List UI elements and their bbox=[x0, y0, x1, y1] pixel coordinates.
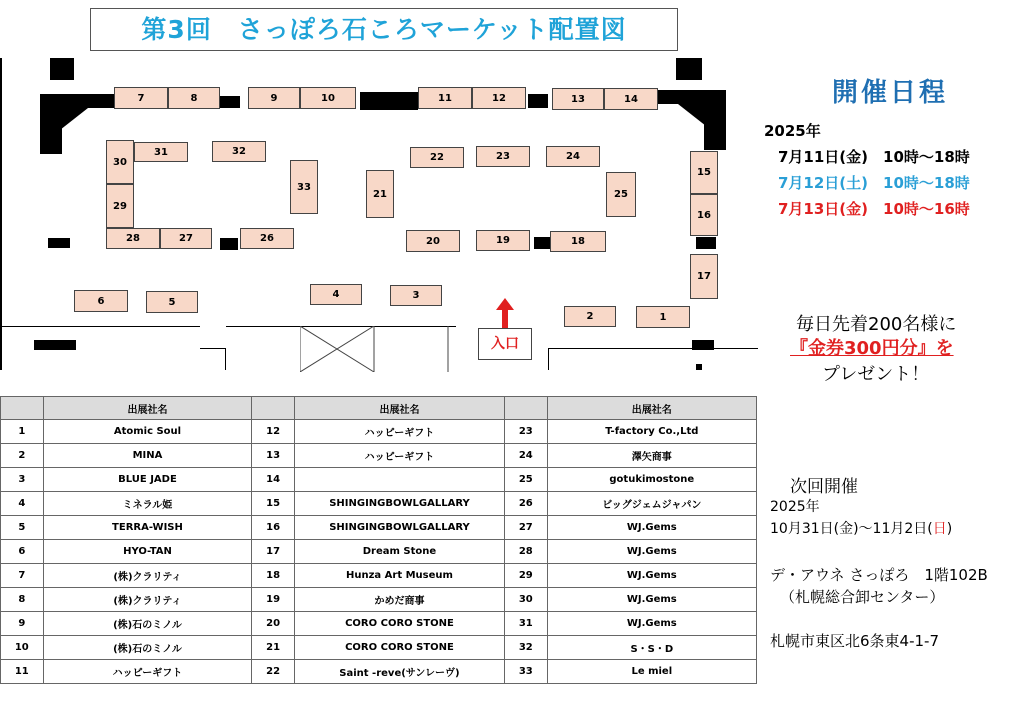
promo-line: 毎日先着200名様に bbox=[796, 314, 957, 335]
schedule-day: 7月12日(土) 10時～18時 bbox=[778, 174, 970, 192]
booth-2: 2 bbox=[564, 306, 616, 327]
exhibitor-name-cell: SHINGINGBOWLGALLARY bbox=[294, 516, 504, 540]
exhibitor-name-cell: ハッピーギフト bbox=[43, 660, 252, 684]
booth-14: 14 bbox=[604, 88, 658, 110]
pillar bbox=[534, 237, 550, 249]
pillar bbox=[360, 92, 418, 110]
corner-wall-right bbox=[678, 104, 706, 126]
exhibitor-name-cell: WJ.Gems bbox=[547, 612, 756, 636]
booth-29: 29 bbox=[106, 184, 134, 228]
booth-25: 25 bbox=[606, 172, 636, 217]
booth-number-cell: 8 bbox=[1, 588, 44, 612]
corner-wall-left bbox=[60, 108, 88, 130]
booth-number-cell: 10 bbox=[1, 636, 44, 660]
booth-18: 18 bbox=[550, 231, 606, 252]
table-row bbox=[1, 492, 757, 516]
next-event-venue-sub: （札幌総合卸センター） bbox=[780, 588, 945, 606]
booth-number-cell: 27 bbox=[505, 516, 548, 540]
next-event-dates-sunday: 日 bbox=[932, 521, 947, 537]
booth-number-cell: 20 bbox=[252, 612, 295, 636]
booth-number-cell: 11 bbox=[1, 660, 44, 684]
wall-bottom bbox=[548, 348, 549, 370]
table-row bbox=[1, 636, 757, 660]
exhibitor-name-cell: Atomic Soul bbox=[43, 420, 252, 444]
pillar bbox=[50, 58, 74, 80]
booth-28: 28 bbox=[106, 228, 160, 249]
exhibitor-name-cell: SHINGINGBOWLGALLARY bbox=[294, 492, 504, 516]
booth-number-cell: 24 bbox=[505, 444, 548, 468]
booth-number-cell: 7 bbox=[1, 564, 44, 588]
booth-number-cell: 31 bbox=[505, 612, 548, 636]
table-header-name: 出展社名 bbox=[547, 397, 756, 420]
booth-4: 4 bbox=[310, 284, 362, 305]
entrance-arrow-icon bbox=[496, 298, 514, 328]
exhibitor-name-cell: かめだ商事 bbox=[294, 588, 504, 612]
table-header-row bbox=[1, 397, 757, 420]
booth-5: 5 bbox=[146, 291, 198, 313]
exhibitor-name-cell: HYO-TAN bbox=[43, 540, 252, 564]
exhibitor-name-cell: MINA bbox=[43, 444, 252, 468]
booth-13: 13 bbox=[552, 88, 604, 110]
booth-number-cell: 9 bbox=[1, 612, 44, 636]
wall-bottom bbox=[548, 348, 758, 349]
exhibitor-name-cell: ハッピーギフト bbox=[294, 420, 504, 444]
next-event-dates-end: ) bbox=[946, 521, 953, 537]
wall-bottom bbox=[200, 348, 226, 349]
booth-26: 26 bbox=[240, 228, 294, 249]
booth-17: 17 bbox=[690, 254, 718, 299]
booth-number-cell: 2 bbox=[1, 444, 44, 468]
booth-21: 21 bbox=[366, 170, 394, 218]
exhibitor-name-cell: WJ.Gems bbox=[547, 540, 756, 564]
table-row bbox=[1, 420, 757, 444]
next-event-dates bbox=[770, 518, 952, 538]
exhibitor-name-cell: CORO CORO STONE bbox=[294, 636, 504, 660]
next-event-dates-start: 10月31日(金)～11月2日( bbox=[770, 521, 933, 537]
wall-left bbox=[0, 58, 2, 370]
pillar bbox=[48, 238, 70, 248]
booth-12: 12 bbox=[472, 87, 526, 109]
exhibitor-name-cell: Hunza Art Museum bbox=[294, 564, 504, 588]
booth-31: 31 bbox=[134, 142, 188, 162]
next-event-year: 2025年 bbox=[770, 499, 820, 515]
exhibitor-name-cell: (株)クラリティ bbox=[43, 588, 252, 612]
exhibitor-name-cell: (株)クラリティ bbox=[43, 564, 252, 588]
pillar bbox=[696, 237, 716, 249]
exhibitor-name-cell: (株)石のミノル bbox=[43, 612, 252, 636]
exhibitor-name-cell: ハッピーギフト bbox=[294, 444, 504, 468]
booth-number-cell: 33 bbox=[505, 660, 548, 684]
exhibitor-name-cell: CORO CORO STONE bbox=[294, 612, 504, 636]
booth-27: 27 bbox=[160, 228, 212, 249]
booth-number-cell: 21 bbox=[252, 636, 295, 660]
next-event-venue: デ・アウネ さっぽろ 1階102B bbox=[770, 566, 988, 584]
schedule-day: 7月13日(金) 10時～16時 bbox=[778, 200, 970, 218]
table-header-name: 出展社名 bbox=[43, 397, 252, 420]
booth-16: 16 bbox=[690, 194, 718, 236]
next-event-heading: 次回開催 bbox=[790, 477, 858, 497]
exhibitor-name-cell: WJ.Gems bbox=[547, 564, 756, 588]
pillar bbox=[34, 340, 76, 350]
booth-number-cell: 5 bbox=[1, 516, 44, 540]
exhibitor-name-cell bbox=[294, 468, 504, 492]
booth-number-cell: 26 bbox=[505, 492, 548, 516]
table-row bbox=[1, 444, 757, 468]
booth-number-cell: 17 bbox=[252, 540, 295, 564]
wall-bottom bbox=[225, 348, 226, 370]
exhibitor-name-cell: WJ.Gems bbox=[547, 516, 756, 540]
next-event-address: 札幌市東区北6条東4-1-7 bbox=[770, 632, 939, 650]
promo-highlight: 『金券300円分』を bbox=[790, 338, 954, 359]
booth-23: 23 bbox=[476, 146, 530, 167]
schedule-heading: 開催日程 bbox=[832, 78, 949, 108]
entrance-label: 入口 bbox=[478, 328, 532, 360]
exhibitor-name-cell: BLUE JADE bbox=[43, 468, 252, 492]
page-title: 第3回 さっぽろ石ころマーケット配置図 bbox=[90, 8, 678, 51]
booth-3: 3 bbox=[390, 285, 442, 306]
booth-8: 8 bbox=[168, 87, 220, 109]
corner-wall-left bbox=[40, 94, 62, 154]
table-row bbox=[1, 516, 757, 540]
table-header-name: 出展社名 bbox=[294, 397, 504, 420]
table-row bbox=[1, 588, 757, 612]
schedule-day: 7月11日(金) 10時～18時 bbox=[778, 148, 970, 166]
booth-number-cell: 4 bbox=[1, 492, 44, 516]
booth-number-cell: 15 bbox=[252, 492, 295, 516]
booth-number-cell: 30 bbox=[505, 588, 548, 612]
wall-bottom bbox=[0, 326, 200, 327]
pillar bbox=[696, 364, 702, 370]
exhibitor-name-cell: ビッグジェムジャパン bbox=[547, 492, 756, 516]
booth-number-cell: 1 bbox=[1, 420, 44, 444]
booth-9: 9 bbox=[248, 87, 300, 109]
table-row bbox=[1, 564, 757, 588]
exhibitor-name-cell: gotukimostone bbox=[547, 468, 756, 492]
booth-number-cell: 22 bbox=[252, 660, 295, 684]
table-row bbox=[1, 468, 757, 492]
stairs-box bbox=[300, 326, 450, 372]
exhibitor-name-cell: WJ.Gems bbox=[547, 588, 756, 612]
exhibitor-name-cell: (株)石のミノル bbox=[43, 636, 252, 660]
pillar bbox=[220, 238, 238, 250]
booth-11: 11 bbox=[418, 87, 472, 109]
booth-30: 30 bbox=[106, 140, 134, 184]
booth-number-cell: 25 bbox=[505, 468, 548, 492]
pillar bbox=[676, 58, 702, 80]
booth-33: 33 bbox=[290, 160, 318, 214]
booth-number-cell: 23 bbox=[505, 420, 548, 444]
booth-number-cell: 6 bbox=[1, 540, 44, 564]
booth-32: 32 bbox=[212, 141, 266, 162]
booth-19: 19 bbox=[476, 230, 530, 251]
exhibitor-name-cell: S・S・D bbox=[547, 636, 756, 660]
booth-number-cell: 13 bbox=[252, 444, 295, 468]
exhibitor-table bbox=[0, 396, 757, 684]
corner-wall-right bbox=[704, 90, 726, 150]
exhibitor-name-cell: T-factory Co.,Ltd bbox=[547, 420, 756, 444]
floor-map bbox=[0, 0, 760, 380]
table-header-no bbox=[1, 397, 44, 420]
booth-number-cell: 12 bbox=[252, 420, 295, 444]
exhibitor-name-cell: Saint -reve(サンレーヴ) bbox=[294, 660, 504, 684]
booth-24: 24 bbox=[546, 146, 600, 167]
pillar bbox=[528, 94, 548, 108]
booth-number-cell: 32 bbox=[505, 636, 548, 660]
exhibitor-name-cell: Le miel bbox=[547, 660, 756, 684]
booth-10: 10 bbox=[300, 87, 356, 109]
booth-22: 22 bbox=[410, 147, 464, 168]
booth-15: 15 bbox=[690, 151, 718, 194]
exhibitor-name-cell: 澤矢商事 bbox=[547, 444, 756, 468]
exhibitor-name-cell: ミネラル姫 bbox=[43, 492, 252, 516]
booth-number-cell: 28 bbox=[505, 540, 548, 564]
pillar bbox=[220, 96, 240, 108]
table-header-no bbox=[505, 397, 548, 420]
schedule-year: 2025年 bbox=[764, 122, 821, 140]
booth-1: 1 bbox=[636, 306, 690, 328]
booth-number-cell: 14 bbox=[252, 468, 295, 492]
booth-number-cell: 18 bbox=[252, 564, 295, 588]
table-row bbox=[1, 540, 757, 564]
booth-20: 20 bbox=[406, 230, 460, 252]
booth-6: 6 bbox=[74, 290, 128, 312]
booth-number-cell: 16 bbox=[252, 516, 295, 540]
promo-line: プレゼント！ bbox=[822, 364, 930, 385]
exhibitor-name-cell: TERRA-WISH bbox=[43, 516, 252, 540]
table-row bbox=[1, 660, 757, 684]
exhibitor-name-cell: Dream Stone bbox=[294, 540, 504, 564]
table-row bbox=[1, 612, 757, 636]
booth-7: 7 bbox=[114, 87, 168, 109]
booth-number-cell: 29 bbox=[505, 564, 548, 588]
booth-number-cell: 19 bbox=[252, 588, 295, 612]
table-header-no bbox=[252, 397, 295, 420]
booth-number-cell: 3 bbox=[1, 468, 44, 492]
